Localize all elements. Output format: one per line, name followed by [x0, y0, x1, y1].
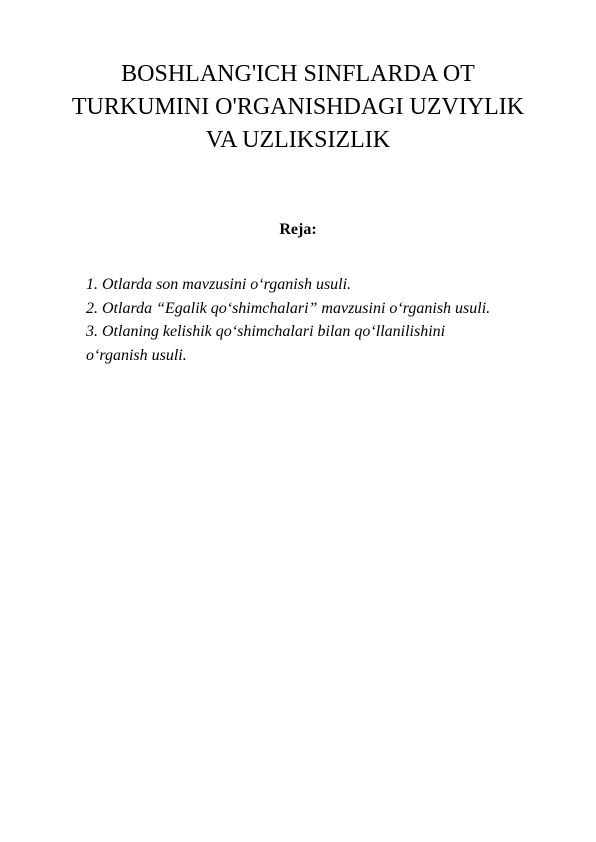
plan-item-1: 1. Otlarda son mavzusini o‘rganish usuli.	[86, 276, 352, 293]
plan-list	[86, 273, 566, 367]
title-line-3: VA UZLIKSIZLIK	[205, 127, 391, 153]
plan-item-3: 3. Otlaning kelishik qo‘shimchalari bilan qo‘llanilishini	[86, 323, 446, 340]
title-line-1: BOSHLANG'ICH SINFLARDA OT	[121, 61, 475, 87]
plan-heading: Reja:	[279, 221, 317, 238]
plan-item-3-continuation: o‘rganish usuli.	[86, 346, 187, 364]
title-line-2: TURKUMINI O'RGANISHDAGI UZVIYLIK	[71, 94, 525, 120]
plan-item-2: 2. Otlarda “Egalik qo‘shimchalari” mavzusini o‘rganish usuli.	[86, 299, 491, 317]
document-title	[40, 58, 556, 157]
